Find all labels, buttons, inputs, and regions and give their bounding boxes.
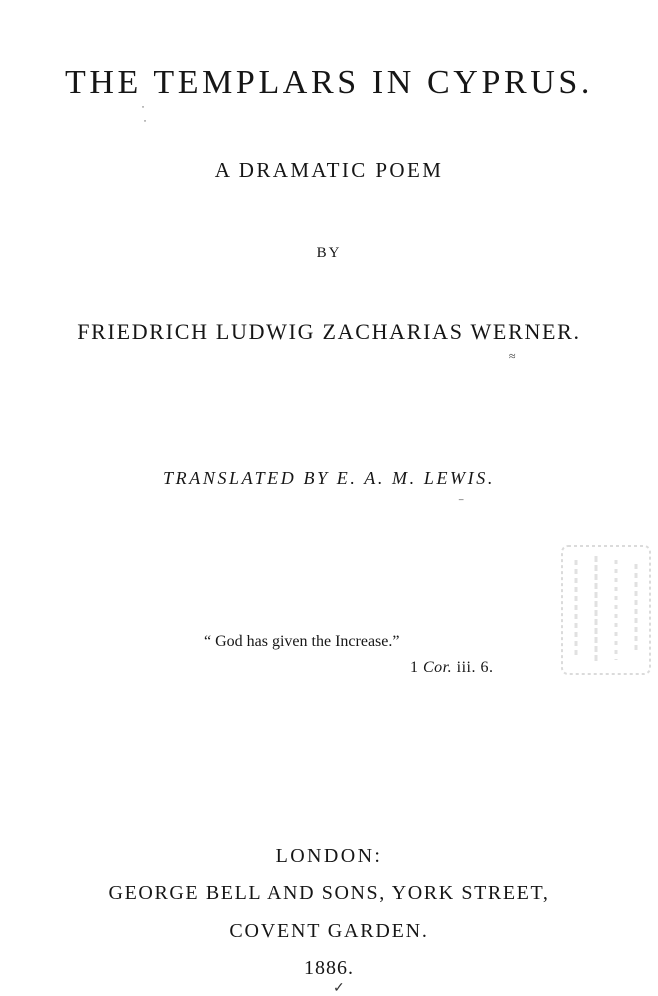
epigraph-quote: “ God has given the Increase.” xyxy=(204,633,400,650)
print-mark: ≈ xyxy=(509,349,516,363)
print-mark: ˙ xyxy=(141,103,145,117)
imprint-city: LONDON: xyxy=(275,845,383,867)
library-stamp-icon xyxy=(556,540,656,680)
print-mark: ✓ xyxy=(333,981,345,996)
epigraph-citation xyxy=(410,659,493,677)
imprint-year: 1886. xyxy=(304,957,354,979)
citation-reference: iii. 6. xyxy=(456,659,494,676)
citation-book: Cor. xyxy=(423,659,453,676)
book-title: THE TEMPLARS IN CYPRUS. xyxy=(64,64,594,101)
book-subtitle: A DRAMATIC POEM xyxy=(214,158,444,182)
translator-credit: TRANSLATED BY E. A. M. LEWIS. xyxy=(163,468,495,488)
print-mark: ˙ xyxy=(143,117,147,131)
imprint-place: COVENT GARDEN. xyxy=(229,920,429,942)
imprint-publisher: GEORGE BELL AND SONS, YORK STREET, xyxy=(108,882,550,904)
by-line: BY xyxy=(316,245,342,261)
author-name: FRIEDRICH LUDWIG ZACHARIAS WERNER. xyxy=(77,319,581,344)
print-mark: ⁻ xyxy=(458,495,465,509)
citation-number: 1 xyxy=(410,659,419,676)
